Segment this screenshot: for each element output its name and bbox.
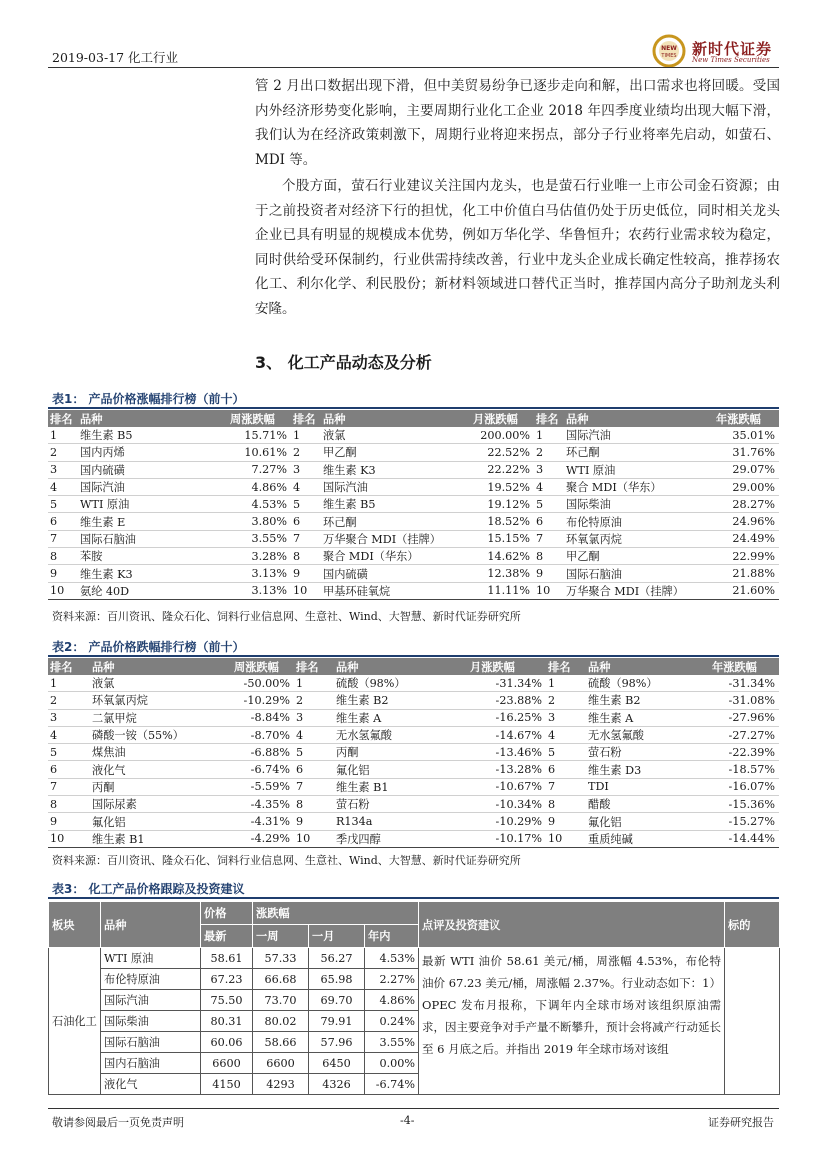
table-cell: 7: [48, 778, 90, 795]
table-row: [48, 548, 779, 565]
table-cell: -5.59%: [232, 778, 294, 795]
table-cell: -27.96%: [710, 709, 779, 726]
table-cell: 3: [546, 709, 586, 726]
table2-header-cell: 品种: [334, 658, 468, 675]
table-row: [48, 444, 779, 461]
footer-divider: [48, 1108, 779, 1109]
table-cell: -10.67%: [468, 778, 546, 795]
table-cell: 4: [48, 726, 90, 743]
table-cell: 3: [48, 709, 90, 726]
table-cell: 国内石脑油: [101, 1053, 201, 1074]
table-cell: 国内硫磺: [321, 565, 471, 582]
table2-header-cell: 排名: [48, 658, 90, 675]
table-cell: 环己酮: [564, 444, 714, 461]
logo-name-en: New Times Securities: [692, 56, 770, 64]
table-cell: 3.80%: [228, 513, 291, 530]
table3-header-year: 年内: [365, 925, 419, 948]
table-cell: 液化气: [90, 761, 232, 778]
table-cell: 24.96%: [714, 513, 779, 530]
table-cell: 0.00%: [365, 1053, 419, 1074]
table-row: [48, 709, 779, 726]
table-row: [48, 478, 779, 495]
table-cell: 1: [294, 675, 334, 692]
header-divider: [48, 67, 779, 68]
table-cell: 6: [48, 761, 90, 778]
table-cell: 国内丙烯: [78, 444, 228, 461]
table-row: [48, 813, 779, 830]
table-cell: 4.53%: [228, 496, 291, 513]
table-cell: 液氯: [321, 427, 471, 444]
table-cell: 4: [546, 726, 586, 743]
table-cell: -31.34%: [710, 675, 779, 692]
table-cell: -14.44%: [710, 830, 779, 847]
table-cell: -4.35%: [232, 796, 294, 813]
table-cell: 24.49%: [714, 530, 779, 547]
table-cell: 维生素 B2: [334, 692, 468, 709]
table-cell: 1: [48, 427, 78, 444]
table-cell: 2: [546, 692, 586, 709]
table-cell: 甲乙酮: [564, 548, 714, 565]
table-cell: 国际汽油: [101, 990, 201, 1011]
table2-title: 表2： 产品价格跌幅排行榜（前十）: [52, 640, 245, 654]
table2-header-cell: 品种: [90, 658, 232, 675]
table-cell: 布伦特原油: [564, 513, 714, 530]
table-cell: -13.28%: [468, 761, 546, 778]
table-cell: 65.98: [309, 969, 365, 990]
table-cell: -22.39%: [710, 744, 779, 761]
table-cell: -10.29%: [468, 813, 546, 830]
table3-header-price: 价格: [201, 902, 253, 925]
table-cell: 甲基环硅氧烷: [321, 582, 471, 599]
table2-header-cell: 排名: [294, 658, 334, 675]
table3-header-row-1: [49, 902, 780, 925]
table-cell: 国内硫磺: [78, 461, 228, 478]
table-cell: -6.88%: [232, 744, 294, 761]
table-cell: 18.52%: [471, 513, 534, 530]
table-cell: 75.50: [201, 990, 253, 1011]
header-date-industry: 2019-03-17 化工行业: [52, 50, 179, 65]
table-cell: 6: [546, 761, 586, 778]
table-cell: 3.28%: [228, 548, 291, 565]
table-cell: 10: [48, 582, 78, 599]
table-cell: 6600: [253, 1053, 309, 1074]
table-cell: 60.06: [201, 1032, 253, 1053]
table-cell: -10.34%: [468, 796, 546, 813]
table-cell: 煤焦油: [90, 744, 232, 761]
table-cell: 57.96: [309, 1032, 365, 1053]
table-cell: R134a: [334, 813, 468, 830]
table-cell: 4.86%: [365, 990, 419, 1011]
table-cell: 28.27%: [714, 496, 779, 513]
table2-header-cell: 排名: [546, 658, 586, 675]
table3-comment-cell: [419, 948, 725, 1095]
table-cell: -13.46%: [468, 744, 546, 761]
table-cell: 8: [48, 796, 90, 813]
table-cell: -4.31%: [232, 813, 294, 830]
table-cell: 1: [291, 427, 321, 444]
table-cell: 14.62%: [471, 548, 534, 565]
table-row: [48, 565, 779, 582]
table1-header-cell: 周涨跌幅: [228, 410, 291, 427]
table3-header-change: 涨跌幅: [253, 902, 419, 925]
table-cell: 19.12%: [471, 496, 534, 513]
table-cell: 苯胺: [78, 548, 228, 565]
table-cell: 21.88%: [714, 565, 779, 582]
table-cell: 8: [48, 548, 78, 565]
table-row: [48, 761, 779, 778]
table-cell: 7: [291, 530, 321, 547]
table-cell: 国际汽油: [321, 478, 471, 495]
table-cell: 2: [294, 692, 334, 709]
table-cell: 58.66: [253, 1032, 309, 1053]
svg-text:TIMES: TIMES: [661, 53, 677, 59]
table3-header-comment: 点评及投资建议: [419, 902, 725, 948]
table-row: [48, 427, 779, 444]
table-cell: 氟化铝: [586, 813, 710, 830]
table-cell: TDI: [586, 778, 710, 795]
table-cell: 35.01%: [714, 427, 779, 444]
table-cell: 3.13%: [228, 565, 291, 582]
logo-name-cn: 新时代证券: [692, 40, 773, 58]
table-cell: 6: [291, 513, 321, 530]
table-cell: 80.31: [201, 1011, 253, 1032]
table-cell: 国际汽油: [564, 427, 714, 444]
section-title: 3、 化工产品动态及分析: [255, 353, 432, 372]
table-cell: -8.84%: [232, 709, 294, 726]
table-cell: 56.27: [309, 948, 365, 969]
table3-price-tracking: [48, 901, 780, 1095]
table-cell: 2: [48, 692, 90, 709]
table-row: [49, 948, 780, 969]
table-row: [48, 496, 779, 513]
table-row: [48, 830, 779, 847]
table3-sector-cell: 石油化工: [49, 948, 101, 1095]
table1-header-cell: 品种: [78, 410, 228, 427]
table-row: [48, 513, 779, 530]
table1-header-cell: 年涨跌幅: [714, 410, 779, 427]
table-cell: 维生素 D3: [586, 761, 710, 778]
table-cell: 维生素 B1: [90, 830, 232, 847]
table-cell: 9: [48, 565, 78, 582]
table-cell: 5: [48, 496, 78, 513]
table2-title-rule: [48, 655, 779, 657]
table-cell: 聚合 MDI（华东）: [564, 478, 714, 495]
table-cell: 12.38%: [471, 565, 534, 582]
table-cell: -6.74%: [232, 761, 294, 778]
table-cell: -14.67%: [468, 726, 546, 743]
table-cell: 维生素 E: [78, 513, 228, 530]
table-cell: 9: [294, 813, 334, 830]
table-cell: 2: [48, 444, 78, 461]
table-cell: 21.60%: [714, 582, 779, 599]
table-cell: 7: [48, 530, 78, 547]
table-cell: 7: [546, 778, 586, 795]
table-cell: 6: [534, 513, 564, 530]
logo-emblem-icon: [652, 34, 686, 68]
table3-header-target: 标的: [725, 902, 780, 948]
table3-title-rule: [48, 897, 779, 899]
table-cell: 3.13%: [228, 582, 291, 599]
table-cell: 布伦特原油: [101, 969, 201, 990]
table-cell: 3.55%: [365, 1032, 419, 1053]
table-cell: 6450: [309, 1053, 365, 1074]
table-cell: 国际石脑油: [101, 1032, 201, 1053]
table-cell: 7: [534, 530, 564, 547]
table-cell: 环己酮: [321, 513, 471, 530]
table-cell: 22.52%: [471, 444, 534, 461]
table-cell: 4: [291, 478, 321, 495]
table-cell: 国际石脑油: [78, 530, 228, 547]
table-cell: 维生素 B2: [586, 692, 710, 709]
table2-price-drop-ranking: [48, 658, 779, 848]
table-cell: 80.02: [253, 1011, 309, 1032]
table-cell: 液化气: [101, 1074, 201, 1095]
table-row: [48, 796, 779, 813]
table-cell: 3: [48, 461, 78, 478]
footer-report-type: 证券研究报告: [708, 1116, 774, 1129]
table-cell: 液氯: [90, 675, 232, 692]
page-number: -4-: [400, 1114, 415, 1127]
table-cell: 万华聚合 MDI（挂牌）: [321, 530, 471, 547]
table-cell: 200.00%: [471, 427, 534, 444]
table-cell: 2.27%: [365, 969, 419, 990]
table3-header-month: 一月: [309, 925, 365, 948]
table-cell: 3: [291, 461, 321, 478]
table-cell: 10: [534, 582, 564, 599]
table-cell: 维生素 B1: [334, 778, 468, 795]
table-cell: 22.22%: [471, 461, 534, 478]
table-cell: 10.61%: [228, 444, 291, 461]
table-cell: -10.29%: [232, 692, 294, 709]
table-cell: -50.00%: [232, 675, 294, 692]
table-cell: 3: [534, 461, 564, 478]
svg-text:NEW: NEW: [661, 45, 677, 52]
table-cell: WTI 原油: [564, 461, 714, 478]
table-cell: 1: [48, 675, 90, 692]
table3-header-product: 品种: [101, 902, 201, 948]
table-cell: 7.27%: [228, 461, 291, 478]
table-cell: 萤石粉: [586, 744, 710, 761]
table-row: [48, 778, 779, 795]
company-logo: [652, 34, 780, 68]
table-cell: 1: [546, 675, 586, 692]
table-cell: 73.70: [253, 990, 309, 1011]
table-cell: 67.23: [201, 969, 253, 990]
table2-source: 资料来源：百川资讯、隆众石化、饲料行业信息网、生意社、Wind、大智慧、新时代证券研究所: [52, 854, 521, 867]
table-cell: 66.68: [253, 969, 309, 990]
table-cell: 9: [546, 813, 586, 830]
table-cell: 醋酸: [586, 796, 710, 813]
table3-header-week: 一周: [253, 925, 309, 948]
table-cell: 聚合 MDI（华东）: [321, 548, 471, 565]
table-cell: 7: [294, 778, 334, 795]
table2-header-cell: 年涨跌幅: [710, 658, 779, 675]
table-cell: 4.53%: [365, 948, 419, 969]
table-cell: -16.25%: [468, 709, 546, 726]
table2-header-cell: 品种: [586, 658, 710, 675]
table-cell: 二氯甲烷: [90, 709, 232, 726]
table-cell: -16.07%: [710, 778, 779, 795]
table-cell: 5: [294, 744, 334, 761]
table1-price-gain-ranking: [48, 410, 779, 600]
table-cell: 环氧氯丙烷: [564, 530, 714, 547]
table-cell: 无水氢氟酸: [586, 726, 710, 743]
table-cell: 萤石粉: [334, 796, 468, 813]
table-cell: 4: [294, 726, 334, 743]
table-cell: 8: [534, 548, 564, 565]
table1-title: 表1： 产品价格涨幅排行榜（前十）: [52, 392, 245, 406]
table-cell: 4: [48, 478, 78, 495]
table3-target-cell: [725, 948, 780, 1095]
table1-header-cell: 排名: [534, 410, 564, 427]
table1-header-cell: 排名: [48, 410, 78, 427]
table1-header-cell: 排名: [291, 410, 321, 427]
table-row: [48, 530, 779, 547]
table-row: [48, 744, 779, 761]
table-cell: 0.24%: [365, 1011, 419, 1032]
table3-header-latest: 最新: [201, 925, 253, 948]
table1-header-cell: 月涨跌幅: [471, 410, 534, 427]
table-cell: 31.76%: [714, 444, 779, 461]
table-cell: -15.36%: [710, 796, 779, 813]
table-cell: 4.86%: [228, 478, 291, 495]
table-cell: 国际尿素: [90, 796, 232, 813]
table-cell: 69.70: [309, 990, 365, 1011]
table-cell: 2: [291, 444, 321, 461]
table-row: [48, 582, 779, 599]
footer-disclaimer: 敬请参阅最后一页免责声明: [52, 1116, 184, 1129]
table-row: [48, 726, 779, 743]
table-cell: 11.11%: [471, 582, 534, 599]
table-cell: 6: [294, 761, 334, 778]
table-cell: 5: [48, 744, 90, 761]
table-cell: 维生素 A: [334, 709, 468, 726]
table-cell: 维生素 B5: [321, 496, 471, 513]
table-cell: 国际汽油: [78, 478, 228, 495]
table-cell: 氨纶 40D: [78, 582, 228, 599]
table3-title: 表3： 化工产品价格跟踪及投资建议: [52, 882, 245, 896]
table-cell: 磷酸一铵（55%）: [90, 726, 232, 743]
table-cell: 10: [294, 830, 334, 847]
table-cell: -27.27%: [710, 726, 779, 743]
table-cell: 4293: [253, 1074, 309, 1095]
table-cell: 29.07%: [714, 461, 779, 478]
table-cell: 2: [534, 444, 564, 461]
table-cell: 3.55%: [228, 530, 291, 547]
table-cell: 58.61: [201, 948, 253, 969]
table-cell: 丙酮: [334, 744, 468, 761]
table-cell: 环氧氯丙烷: [90, 692, 232, 709]
table3-header-sector: 板块: [49, 902, 101, 948]
table-cell: 国际柴油: [101, 1011, 201, 1032]
table-cell: 6: [48, 513, 78, 530]
table-cell: 硫酸（98%）: [586, 675, 710, 692]
table1-source: 资料来源：百川资讯、隆众石化、饲料行业信息网、生意社、Wind、大智慧、新时代证券研究所: [52, 610, 521, 623]
table-cell: 维生素 K3: [321, 461, 471, 478]
table3-comment-text: 最新 WTI 油价 58.61 美元/桶，周涨幅 4.53%，布伦特油价 67.23 美元/桶，周涨幅 2.37%。行业动态如下：1）OPEC 发布月报称，下调年内全球市场对该组织原油需求，因主要竞争对手产量不断攀升，预计会将减产行动延长至 6 月底之后。并指出 2019 年全球市场对该组: [422, 954, 722, 1056]
table1-header-cell: 品种: [321, 410, 471, 427]
table1-title-rule: [48, 407, 779, 409]
table2-header-cell: 周涨跌幅: [232, 658, 294, 675]
table-cell: 6600: [201, 1053, 253, 1074]
table-cell: 8: [294, 796, 334, 813]
table-cell: 季戊四醇: [334, 830, 468, 847]
table-cell: 10: [291, 582, 321, 599]
table-cell: 9: [291, 565, 321, 582]
table-cell: 79.91: [309, 1011, 365, 1032]
table-row: [48, 461, 779, 478]
table-cell: 4326: [309, 1074, 365, 1095]
table-cell: 丙酮: [90, 778, 232, 795]
table-cell: -23.88%: [468, 692, 546, 709]
table-cell: 维生素 B5: [78, 427, 228, 444]
table-cell: 57.33: [253, 948, 309, 969]
table-cell: 硫酸（98%）: [334, 675, 468, 692]
table-cell: 万华聚合 MDI（挂牌）: [564, 582, 714, 599]
table-cell: 3: [294, 709, 334, 726]
paragraph-1: 管 2 月出口数据出现下滑，但中美贸易纷争已逐步走向和解，出口需求也将回暖。受国内外经济形势变化影响，主要周期行业化工企业 2018 年四季度业绩均出现大幅下滑，我们认为在经济政策刺激下，周期行业将迎来拐点，部分子行业将率先启动，如萤石、MDI 等。: [255, 78, 780, 168]
table-cell: 维生素 K3: [78, 565, 228, 582]
table-cell: WTI 原油: [101, 948, 201, 969]
table-cell: 22.99%: [714, 548, 779, 565]
table1-header-cell: 品种: [564, 410, 714, 427]
table-cell: -31.34%: [468, 675, 546, 692]
table-cell: 29.00%: [714, 478, 779, 495]
table-cell: -4.29%: [232, 830, 294, 847]
table-cell: 5: [546, 744, 586, 761]
table-row: [48, 675, 779, 692]
table1-header-row: [48, 410, 779, 427]
table-cell: 10: [48, 830, 90, 847]
table-cell: 4150: [201, 1074, 253, 1095]
table-row: [48, 692, 779, 709]
table-cell: 5: [534, 496, 564, 513]
table-cell: 9: [48, 813, 90, 830]
table-cell: 8: [291, 548, 321, 565]
table-cell: 4: [534, 478, 564, 495]
table-cell: 8: [546, 796, 586, 813]
table-cell: -31.08%: [710, 692, 779, 709]
table-cell: 1: [534, 427, 564, 444]
table-cell: WTI 原油: [78, 496, 228, 513]
table-cell: 重质纯碱: [586, 830, 710, 847]
table-cell: -10.17%: [468, 830, 546, 847]
paragraph-2: 个股方面，萤石行业建议关注国内龙头，也是萤石行业唯一上市公司金石资源；由于之前投资者对经济下行的担忧，化工中价值白马估值仍处于历史低位，同时相关龙头企业已具有明显的规模成本优势，例如万华化学、华鲁恒升；农药行业需求较为稳定，同时供给受环保制约，行业供需持续改善，行业中龙头企业成长确定性较高，推荐扬农化工、利尔化学、利民股份；新材料领域进口替代正当时，推荐国内高分子助剂龙头利安隆。: [255, 178, 780, 317]
table-cell: 维生素 A: [586, 709, 710, 726]
table-cell: 10: [546, 830, 586, 847]
table-cell: 无水氢氟酸: [334, 726, 468, 743]
table-cell: 15.71%: [228, 427, 291, 444]
table-cell: 甲乙酮: [321, 444, 471, 461]
table-cell: 19.52%: [471, 478, 534, 495]
table-cell: -18.57%: [710, 761, 779, 778]
table-cell: 国际柴油: [564, 496, 714, 513]
table2-header-cell: 月涨跌幅: [468, 658, 546, 675]
table-cell: 15.15%: [471, 530, 534, 547]
table-cell: 氟化铝: [90, 813, 232, 830]
table-cell: 国际石脑油: [564, 565, 714, 582]
table-cell: 氟化铝: [334, 761, 468, 778]
table-cell: 5: [291, 496, 321, 513]
table-cell: -15.27%: [710, 813, 779, 830]
table-cell: -8.70%: [232, 726, 294, 743]
table-cell: 9: [534, 565, 564, 582]
table-cell: -6.74%: [365, 1074, 419, 1095]
table2-header-row: [48, 658, 779, 675]
